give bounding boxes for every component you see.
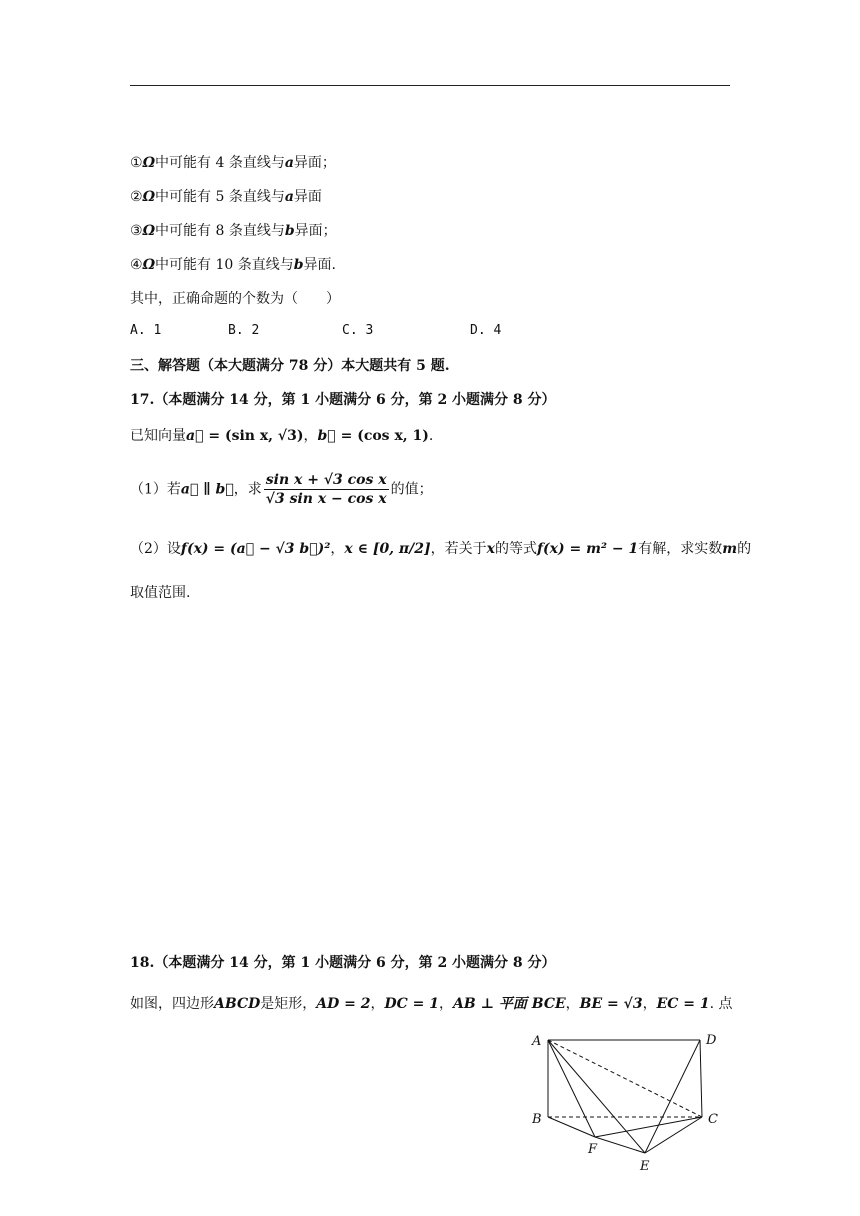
statement-2: ②Ω中可能有 5 条直线与a异面	[130, 189, 322, 205]
statement-1: ①Ω中可能有 4 条直线与a异面；	[130, 155, 336, 171]
q17-header: 17.（本题满分 14 分，第 1 小题满分 6 分，第 2 小题满分 8 分）	[130, 392, 556, 408]
edge-DC	[700, 1040, 702, 1117]
answer-options	[130, 322, 501, 338]
option-a: A. 1	[130, 323, 162, 338]
statement-4: ④Ω中可能有 10 条直线与b异面.	[130, 257, 336, 273]
q17-given: 已知向量a⃗ = (sin x, √3)，b⃗ = (cos x, 1).	[130, 428, 434, 444]
edge-AE	[548, 1040, 645, 1153]
q17-part1: （1）若a⃗ ∥ b⃗，求 $\frac{\text{sin x + √3 cos x}}{\text{√3 sin x − cos x}}$ 的值；	[130, 472, 433, 507]
q17-part2-cont: 取值范围.	[130, 585, 191, 601]
label-E: E	[640, 1159, 650, 1174]
label-C: C	[708, 1112, 718, 1127]
header-rule	[130, 85, 730, 86]
question-text: 其中，正确命题的个数为（ ）	[130, 291, 340, 307]
edge-AF	[548, 1040, 595, 1137]
label-B: B	[532, 1112, 542, 1127]
option-b: B. 2	[228, 323, 260, 338]
option-d: D. 4	[470, 323, 502, 338]
label-D: D	[706, 1033, 717, 1048]
section-3-heading: 三、解答题（本大题满分 78 分）本大题共有 5 题.	[130, 358, 450, 374]
edge-AC-dashed	[548, 1040, 702, 1117]
label-F: F	[588, 1142, 598, 1157]
edge-BF	[548, 1117, 595, 1137]
label-A: A	[532, 1034, 542, 1049]
statement-3: ③Ω中可能有 8 条直线与b异面；	[130, 223, 337, 239]
q17-part2: （2）设f(x) = (a⃗ − √3 b⃗)²，x ∈ [0, π/2]，若关于x的等式f(x) = m² − 1有解，求实数m的	[130, 541, 752, 557]
geometry-figure	[520, 1025, 730, 1175]
q18-given: 如图，四边形ABCD是矩形，AD = 2，DC = 1，AB ⊥ 平面 BCE，BE = √3，EC = 1. 点	[130, 996, 733, 1012]
option-c: C. 3	[342, 323, 374, 338]
q18-header: 18.（本题满分 14 分，第 1 小题满分 6 分，第 2 小题满分 8 分）	[130, 955, 556, 971]
q17-fraction: $\frac{\text{sin x + √3 cos x}}{\text{√3 sin x − cos x}}$	[265, 472, 387, 507]
